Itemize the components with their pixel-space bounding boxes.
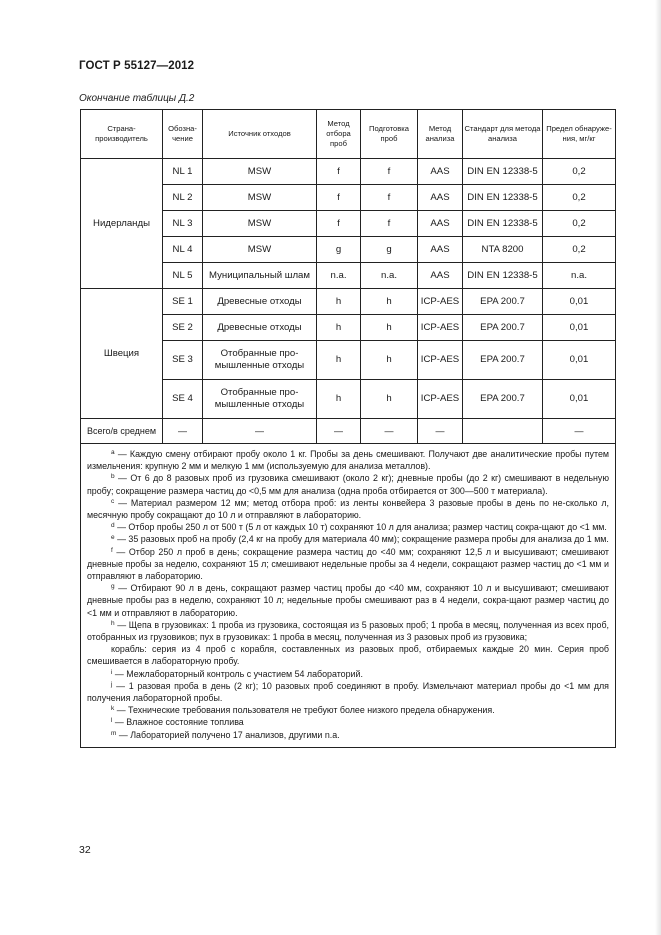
sampling-cell: h bbox=[317, 341, 361, 380]
country-cell: Швеция bbox=[81, 289, 163, 419]
footnote-mark: g bbox=[111, 583, 115, 591]
footnote-text: — Отбор 250 л проб в день; сокращение размера частиц до <40 мм; сохраняют 12,5 л и высушивают; смешивают дневные пробы за неделю, сохраняют 15 л; смешивают недельные пробы за 4 недели, сокращают размер частиц до <1 мм и отправляют в лабораторию. bbox=[87, 546, 609, 582]
limit-cell: 0,2 bbox=[543, 211, 616, 237]
footnote-text: — Отбор пробы 250 л от 500 т (5 л от каждых 10 т) сохраняют 10 л для анализа; размер частиц сокра-щают до <1 мм. bbox=[114, 522, 607, 533]
footnote-text: — Лабораторией получено 17 анализов, другими n.a. bbox=[116, 729, 340, 740]
prep-cell: f bbox=[361, 159, 418, 185]
footnote-text: — Материал размером 12 мм; метод отбора проб: из ленты конвейера 3 разовые пробы в день по не-сколько л, месячную пробу сокращают до 10 л и отправляют в лабораторию. bbox=[87, 497, 609, 521]
footnote-item bbox=[87, 582, 609, 619]
code-cell: NL 3 bbox=[163, 211, 203, 237]
method-cell: AAS bbox=[418, 159, 463, 185]
footnote-item bbox=[87, 704, 609, 716]
footnote-item bbox=[87, 497, 609, 521]
code-cell: SE 1 bbox=[163, 289, 203, 315]
footnote-text: — Влажное состояние топлива bbox=[112, 717, 244, 728]
method-cell: AAS bbox=[418, 185, 463, 211]
footnote-mark: a bbox=[111, 449, 115, 456]
footnote-mark: l bbox=[111, 717, 113, 725]
col-header-source: Источник отходов bbox=[203, 110, 317, 159]
prep-cell: h bbox=[361, 380, 418, 419]
footnote-mark: b bbox=[111, 473, 115, 481]
prep-cell: f bbox=[361, 185, 418, 211]
source-cell: Древесные отходы bbox=[203, 315, 317, 341]
footnote-mark: e bbox=[111, 534, 115, 542]
footnote-text: — Технические требования пользователя не требуют более низкого предела обнаружения. bbox=[114, 705, 495, 716]
method-cell: ICP-AES bbox=[418, 315, 463, 341]
col-header-prep: Подготовка проб bbox=[361, 110, 418, 159]
total-cell: — bbox=[163, 419, 203, 444]
prep-cell: h bbox=[361, 289, 418, 315]
total-cell: — bbox=[361, 419, 418, 444]
page-edge-shadow bbox=[655, 0, 661, 935]
limit-cell: 0,01 bbox=[543, 289, 616, 315]
col-header-limit: Предел обнаруже-ния, мг/кг bbox=[543, 110, 616, 159]
sampling-cell: h bbox=[317, 380, 361, 419]
footnote-mark: m bbox=[111, 729, 117, 737]
footnotes-row bbox=[81, 444, 616, 748]
table-row bbox=[81, 159, 616, 185]
footnote-mark: c bbox=[111, 497, 115, 505]
table-caption: Окончание таблицы Д.2 bbox=[79, 93, 195, 104]
method-cell: AAS bbox=[418, 237, 463, 263]
sampling-cell: h bbox=[317, 289, 361, 315]
footnote-item bbox=[87, 521, 609, 533]
sampling-cell: g bbox=[317, 237, 361, 263]
code-cell: SE 3 bbox=[163, 341, 203, 380]
standard-cell: EPA 200.7 bbox=[463, 380, 543, 419]
source-cell: Древесные отходы bbox=[203, 289, 317, 315]
footnote-mark: i bbox=[111, 668, 113, 676]
footnote-item bbox=[87, 448, 609, 472]
footnote-text: — Каждую смену отбирают пробу около 1 кг. Пробы за день смешивают. Получают две аналитические пробы путем измельчения: крупную 2 мм и мелкую 1 мм (используемую для анализа металлов). bbox=[87, 449, 609, 472]
col-header-method: Метод анализа bbox=[418, 110, 463, 159]
sampling-cell: n.a. bbox=[317, 263, 361, 289]
footnote-item bbox=[87, 472, 609, 496]
footnote-text: — Щепа в грузовиках: 1 проба из грузовика, состоящая из 5 разовых проб; 1 проба в месяц, полученная из всех проб, отобранных из грузовиков; пух в грузовиках: 1 проба в месяц, полученная из 3 разовых проб из грузовика; bbox=[87, 619, 609, 643]
col-header-sampling: Метод отбора проб bbox=[317, 110, 361, 159]
sampling-cell: f bbox=[317, 211, 361, 237]
source-cell: Отобранные про-мышленные отходы bbox=[203, 380, 317, 419]
sampling-cell: h bbox=[317, 315, 361, 341]
footnote-item bbox=[87, 643, 609, 667]
source-cell: MSW bbox=[203, 211, 317, 237]
prep-cell: f bbox=[361, 211, 418, 237]
prep-cell: h bbox=[361, 341, 418, 380]
header-row bbox=[81, 110, 616, 159]
footnote-text: — От 6 до 8 разовых проб из грузовика смешивают (около 2 кг); дневные пробы (до 2 кг) смешивают в недельную пробу; сокращение размера частиц до <0,5 мм для анализа (одна проба отбирается от 300—500 т материала). bbox=[87, 473, 609, 496]
col-header-country: Страна-производитель bbox=[81, 110, 163, 159]
source-cell: MSW bbox=[203, 159, 317, 185]
footnote-item bbox=[87, 668, 609, 680]
standard-cell: DIN EN 12338-5 bbox=[463, 263, 543, 289]
total-cell: — bbox=[203, 419, 317, 444]
footnotes-list bbox=[87, 448, 609, 741]
sampling-cell: f bbox=[317, 159, 361, 185]
code-cell: SE 4 bbox=[163, 380, 203, 419]
standard-cell: EPA 200.7 bbox=[463, 289, 543, 315]
footnote-text: — Отбирают 90 л в день, сокращают размер частиц пробы до <40 мм, сохраняют 10 л и высушивают; смешивают дневные пробы раз в неделю, сохраняют 10 л; недельные пробы смешивают раз в 4 недели, сокра-щают размер частиц до <1 мм и отправляют в лабораторию. bbox=[87, 583, 609, 618]
total-cell: — bbox=[543, 419, 616, 444]
standard-cell: DIN EN 12338-5 bbox=[463, 159, 543, 185]
footnotes-cell bbox=[81, 444, 616, 748]
footnote-mark: h bbox=[111, 619, 115, 627]
code-cell: NL 4 bbox=[163, 237, 203, 263]
document-header: ГОСТ Р 55127—2012 bbox=[79, 60, 195, 72]
code-cell: NL 2 bbox=[163, 185, 203, 211]
method-cell: AAS bbox=[418, 211, 463, 237]
country-cell: Нидерланды bbox=[81, 159, 163, 289]
source-cell: Отобранные про-мышленные отходы bbox=[203, 341, 317, 380]
source-cell: MSW bbox=[203, 237, 317, 263]
footnote-item bbox=[87, 716, 609, 728]
table-row bbox=[81, 289, 616, 315]
method-cell: ICP-AES bbox=[418, 289, 463, 315]
limit-cell: 0,2 bbox=[543, 237, 616, 263]
standard-cell: DIN EN 12338-5 bbox=[463, 185, 543, 211]
footnote-mark: d bbox=[111, 522, 115, 530]
limit-cell: n.a. bbox=[543, 263, 616, 289]
limit-cell: 0,01 bbox=[543, 315, 616, 341]
col-header-standard: Стандарт для метода анализа bbox=[463, 110, 543, 159]
total-cell bbox=[463, 419, 543, 444]
footnote-item bbox=[87, 619, 609, 643]
limit-cell: 0,01 bbox=[543, 341, 616, 380]
source-cell: Муниципальный шлам bbox=[203, 263, 317, 289]
total-label: Всего/в среднем bbox=[81, 419, 163, 444]
standard-cell: DIN EN 12338-5 bbox=[463, 211, 543, 237]
code-cell: SE 2 bbox=[163, 315, 203, 341]
standard-cell: EPA 200.7 bbox=[463, 315, 543, 341]
method-cell: ICP-AES bbox=[418, 341, 463, 380]
page-number: 32 bbox=[79, 844, 91, 856]
footnote-text: — 35 разовых проб на пробу (2,4 кг на пробу для материала 40 мм); сокращение размера пробы для анализа до 1 мм. bbox=[114, 534, 609, 545]
total-cell: — bbox=[317, 419, 361, 444]
code-cell: NL 1 bbox=[163, 159, 203, 185]
footnote-text: — Межлабораторный контроль с участием 54 лабораторий. bbox=[112, 668, 363, 679]
prep-cell: h bbox=[361, 315, 418, 341]
table-body bbox=[81, 159, 616, 748]
total-cell: — bbox=[418, 419, 463, 444]
footnote-mark: f bbox=[111, 546, 113, 554]
footnote-item bbox=[87, 680, 609, 704]
code-cell: NL 5 bbox=[163, 263, 203, 289]
footnote-text: — 1 разовая проба в день (2 кг); 10 разовых проб соединяют в пробу. Измельчают материал пробы до <1 мм для получения лабораторной пробы. bbox=[87, 680, 609, 704]
limit-cell: 0,01 bbox=[543, 380, 616, 419]
sampling-cell: f bbox=[317, 185, 361, 211]
table-header bbox=[81, 110, 616, 159]
footnote-item bbox=[87, 533, 609, 545]
footnote-mark: k bbox=[111, 705, 115, 713]
method-cell: AAS bbox=[418, 263, 463, 289]
footnote-text: корабль: серия из 4 проб с корабля, составленных из разовых проб, отбираемых каждые 20 мин. Серия проб смешивается в лабораторную пробу. bbox=[87, 644, 609, 667]
prep-cell: n.a. bbox=[361, 263, 418, 289]
limit-cell: 0,2 bbox=[543, 185, 616, 211]
footnote-item bbox=[87, 729, 609, 741]
prep-cell: g bbox=[361, 237, 418, 263]
data-table bbox=[80, 109, 616, 748]
limit-cell: 0,2 bbox=[543, 159, 616, 185]
method-cell: ICP-AES bbox=[418, 380, 463, 419]
standard-cell: EPA 200.7 bbox=[463, 341, 543, 380]
standard-cell: NTA 8200 bbox=[463, 237, 543, 263]
footnote-item bbox=[87, 546, 609, 583]
source-cell: MSW bbox=[203, 185, 317, 211]
col-header-code: Обозна-чение bbox=[163, 110, 203, 159]
footnote-mark: j bbox=[111, 680, 113, 688]
total-row bbox=[81, 419, 616, 444]
